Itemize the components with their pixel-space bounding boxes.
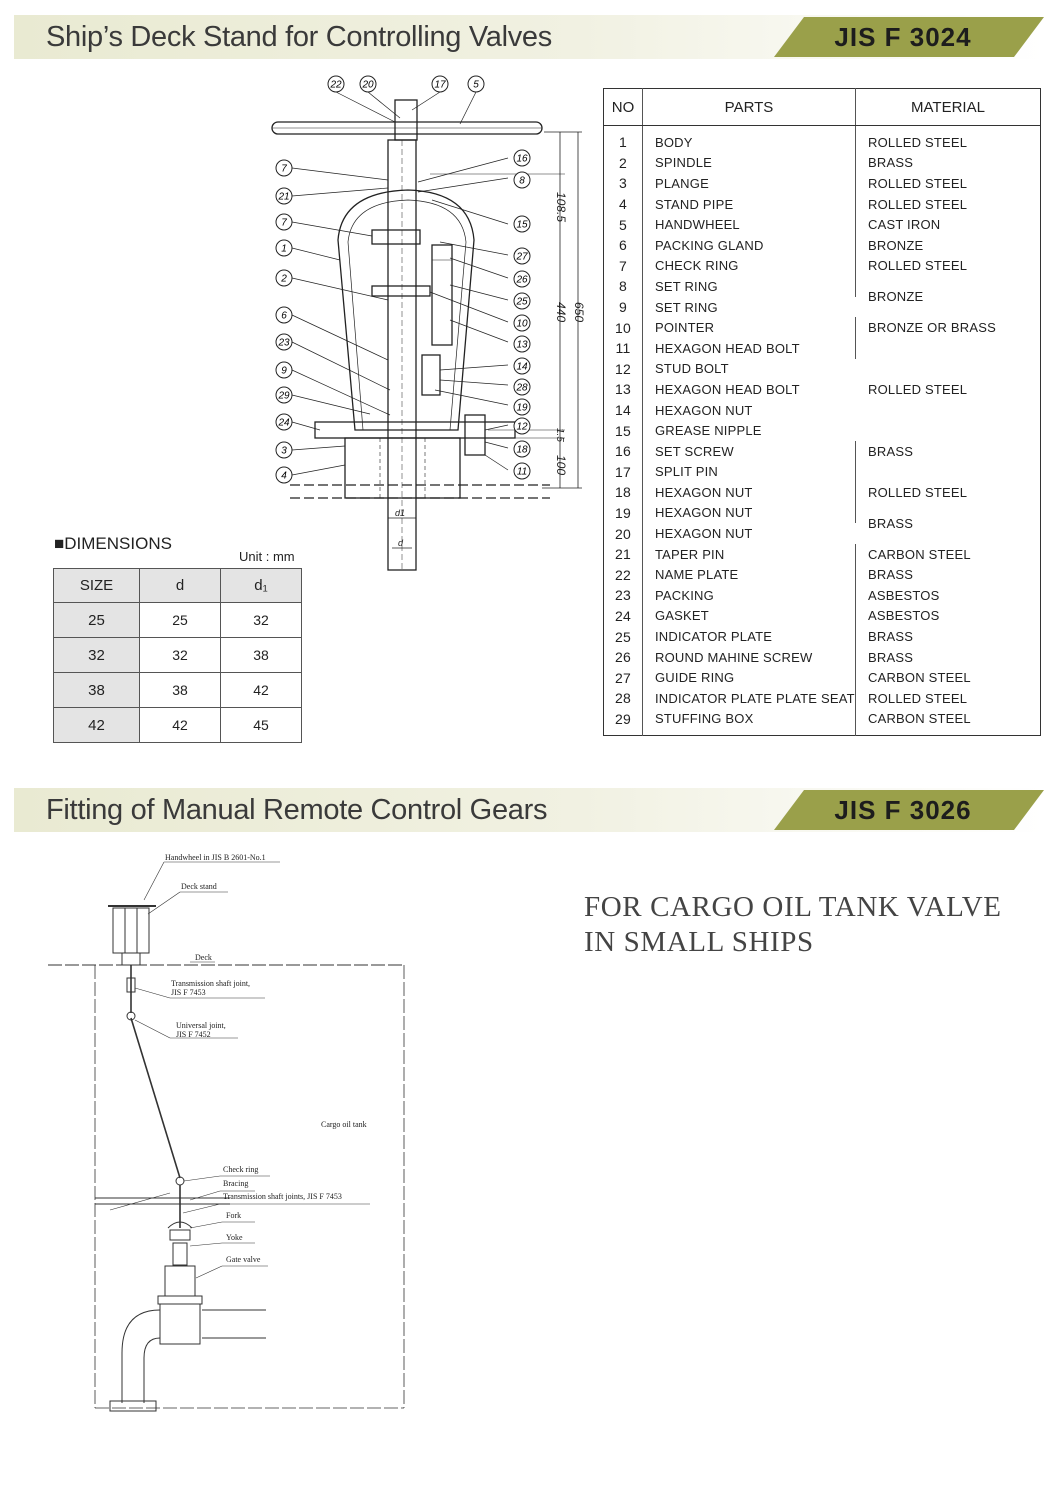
callout-label: 3 bbox=[281, 445, 287, 457]
table-row: 25 25 32 bbox=[54, 603, 302, 638]
table-row: 12 STUD BOLT bbox=[604, 359, 1041, 380]
jis-code: JIS F 3026 bbox=[834, 795, 972, 825]
label-gate-valve: Gate valve bbox=[226, 1255, 261, 1264]
dimensions-header bbox=[54, 569, 302, 603]
section-title: Fitting of Manual Remote Control Gears bbox=[46, 794, 548, 826]
callout-label: 17 bbox=[434, 79, 446, 91]
jis-code: JIS F 3024 bbox=[834, 22, 972, 52]
dimensions-heading: ■DIMENSIONS bbox=[54, 534, 172, 553]
table-row: 11 HEXAGON HEAD BOLT ROLLED STEEL bbox=[604, 338, 1041, 359]
table-row: 18 HEXAGON NUT ROLLED STEEL bbox=[604, 482, 1041, 503]
callout-label: 10 bbox=[516, 318, 528, 330]
table-row: 13 HEXAGON HEAD BOLT bbox=[604, 379, 1041, 400]
stud-bolt bbox=[422, 355, 440, 395]
table-row: 6 PACKING GLAND BRONZE bbox=[604, 235, 1041, 256]
callout-label: 16 bbox=[516, 153, 528, 165]
dim-1-5: 1.5 bbox=[554, 428, 565, 442]
label-deck: Deck bbox=[195, 953, 212, 962]
label-cargo-tank: Cargo oil tank bbox=[321, 1120, 367, 1129]
table-row: 10 POINTER BRONZE OR BRASS bbox=[604, 317, 1041, 338]
set-ring bbox=[372, 286, 430, 296]
label-universal-joint: Universal joint, bbox=[176, 1021, 226, 1030]
table-row: 14 HEXAGON NUT bbox=[604, 400, 1041, 421]
merged-material: BRONZE bbox=[868, 289, 924, 305]
table-row: 15 GREASE NIPPLE bbox=[604, 420, 1041, 441]
dim-100: 100 bbox=[554, 455, 568, 476]
callout-label: 14 bbox=[516, 361, 528, 373]
callout-label: 9 bbox=[281, 365, 287, 377]
label-check-ring: Check ring bbox=[223, 1165, 259, 1174]
table-row: 23 PACKING ASBESTOS bbox=[604, 585, 1041, 606]
table-row: 17 SPLIT PIN bbox=[604, 462, 1041, 483]
cargo-oil-note bbox=[584, 890, 1002, 960]
col-d: d bbox=[140, 569, 221, 603]
table-row: 16 SET SCREW BRASS bbox=[604, 441, 1041, 462]
bolt-right bbox=[465, 415, 485, 455]
table-row: 24 GASKET ASBESTOS bbox=[604, 606, 1041, 627]
table-row: 32 32 38 bbox=[54, 638, 302, 673]
label-fork: Fork bbox=[226, 1211, 242, 1220]
callout-label: 26 bbox=[516, 274, 528, 286]
dim-650: 650 bbox=[572, 302, 586, 323]
callout-label: 11 bbox=[516, 466, 528, 478]
table-row: 7 CHECK RING ROLLED STEEL bbox=[604, 256, 1041, 277]
callout-label: 19 bbox=[516, 402, 528, 414]
label-handwheel: Handwheel in JIS B 2601-No.1 bbox=[165, 853, 266, 862]
callout-label: 27 bbox=[516, 251, 528, 263]
table-row: 38 38 42 bbox=[54, 673, 302, 708]
callout-label: 4 bbox=[281, 470, 287, 482]
table-row: 3 PLANGE ROLLED STEEL bbox=[604, 173, 1041, 194]
callout-label: 7 bbox=[281, 217, 287, 229]
label-transmission-joint-std: JIS F 7453 bbox=[171, 988, 206, 997]
callouts-top bbox=[328, 76, 484, 92]
callout-label: 13 bbox=[516, 339, 528, 351]
section-title: Ship’s Deck Stand for Controlling Valves bbox=[46, 21, 552, 53]
label-universal-joint-std: JIS F 7452 bbox=[176, 1030, 211, 1039]
jis-code-tag bbox=[774, 790, 1044, 830]
callout-label: 21 bbox=[278, 191, 290, 203]
table-row: 19 HEXAGON NUT BRASS bbox=[604, 503, 1041, 524]
callout-label: 5 bbox=[473, 79, 479, 91]
section-header-deck-stand bbox=[14, 15, 1044, 59]
callouts-left bbox=[276, 160, 292, 483]
dimensions-table bbox=[53, 568, 302, 743]
stand-pipe bbox=[345, 438, 460, 498]
table-row: 28 INDICATOR PLATE PLATE SEAT ROLLED STEEL bbox=[604, 688, 1041, 709]
table-row: 27 GUIDE RING CARBON STEEL bbox=[604, 667, 1041, 688]
col-material: MATERIAL bbox=[856, 89, 1041, 126]
callout-label: 8 bbox=[519, 175, 525, 187]
parts-table-header bbox=[604, 89, 1041, 126]
callout-label: 28 bbox=[516, 382, 528, 394]
table-row: 1 BODY ROLLED STEEL bbox=[604, 126, 1041, 153]
col-d1: d₁ bbox=[221, 569, 302, 603]
callouts-right bbox=[514, 150, 530, 479]
dim-d1: d1 bbox=[395, 508, 406, 518]
note-line-2: IN SMALL SHIPS bbox=[584, 926, 814, 958]
callout-label: 2 bbox=[281, 273, 287, 285]
section-header-remote-control bbox=[14, 788, 1044, 832]
label-transmission-joints: Transmission shaft joints, JIS F 7453 bbox=[223, 1192, 342, 1201]
dim-108-5: 108.5 bbox=[554, 192, 568, 223]
table-row: 5 HANDWHEEL CAST IRON bbox=[604, 214, 1041, 235]
callout-label: 22 bbox=[330, 79, 342, 91]
label-yoke: Yoke bbox=[226, 1233, 243, 1242]
callout-label: 24 bbox=[278, 417, 290, 429]
callout-label: 25 bbox=[516, 296, 528, 308]
jis-code-tag bbox=[774, 17, 1044, 57]
merged-material: BRASS bbox=[868, 515, 914, 531]
remote-control-drawing bbox=[40, 848, 420, 1428]
table-row: 4 STAND PIPE ROLLED STEEL bbox=[604, 194, 1041, 215]
dim-440: 440 bbox=[554, 302, 568, 323]
table-row: 9 SET RING bbox=[604, 297, 1041, 318]
table-row: 29 STUFFING BOX CARBON STEEL bbox=[604, 709, 1041, 736]
callout-label: 6 bbox=[281, 310, 287, 322]
parts-table bbox=[603, 88, 1041, 736]
label-deck-stand: Deck stand bbox=[181, 882, 217, 891]
callout-label: 7 bbox=[281, 163, 287, 175]
dim-d: d bbox=[398, 538, 404, 548]
table-row: 22 NAME PLATE BRASS bbox=[604, 564, 1041, 585]
merged-material: ROLLED STEEL bbox=[868, 381, 968, 397]
callout-label: 23 bbox=[278, 337, 290, 349]
table-row: 20 HEXAGON NUT bbox=[604, 523, 1041, 544]
table-row: 42 42 45 bbox=[54, 708, 302, 743]
table-row: 25 INDICATOR PLATE BRASS bbox=[604, 626, 1041, 647]
callout-label: 29 bbox=[278, 390, 290, 402]
callout-label: 15 bbox=[516, 219, 528, 231]
unit-label: Unit : mm bbox=[239, 549, 295, 564]
label-transmission-joint: Transmission shaft joint, bbox=[171, 979, 251, 988]
table-row: 26 ROUND MAHINE SCREW BRASS bbox=[604, 647, 1041, 668]
table-row: 8 SET RING BRONZE bbox=[604, 276, 1041, 297]
check-ring bbox=[372, 230, 420, 244]
callout-label: 12 bbox=[516, 421, 528, 433]
deck-stand-drawing bbox=[260, 70, 590, 580]
note-line-1: FOR CARGO OIL TANK VALVE bbox=[584, 891, 1002, 923]
callout-label: 18 bbox=[516, 444, 528, 456]
table-row: 2 SPINDLE BRASS bbox=[604, 153, 1041, 174]
col-no: NO bbox=[604, 89, 643, 126]
label-bracing: Bracing bbox=[223, 1179, 249, 1188]
callout-label: 20 bbox=[362, 79, 374, 91]
table-row: 21 TAPER PIN CARBON STEEL bbox=[604, 544, 1041, 565]
col-size: SIZE bbox=[54, 569, 140, 603]
col-parts: PARTS bbox=[643, 89, 856, 126]
callout-label: 1 bbox=[281, 243, 287, 255]
